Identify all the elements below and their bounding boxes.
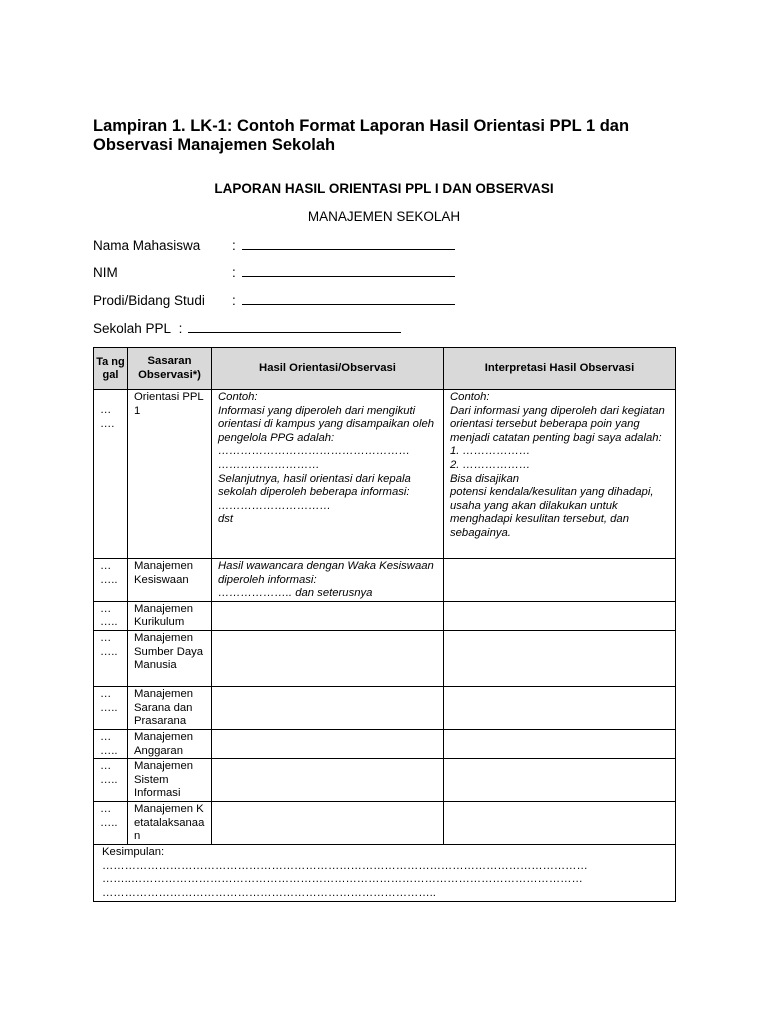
header-hasil: Hasil Orientasi/Observasi <box>212 348 444 390</box>
hasil-cell[interactable] <box>212 759 444 802</box>
interpretasi-line: 2. ……………… <box>450 458 531 471</box>
date-cell[interactable] <box>94 802 128 845</box>
field-blank-line[interactable] <box>242 292 455 305</box>
date-placeholder: … <box>100 560 112 572</box>
sasaran-cell: Orientasi PPL 1 <box>128 390 212 559</box>
interpretasi-line: Dari informasi yang diperoleh dari kegiatan orientasi tersebut beberapa poin yang menjadi catatan penting bagi saya adalah: <box>450 404 665 444</box>
date-placeholder: … <box>100 730 112 743</box>
hasil-cell[interactable] <box>212 686 444 729</box>
field-label: Sekolah PPL <box>93 321 172 336</box>
interpretasi-cell[interactable] <box>444 759 676 802</box>
hasil-line: …………………………………………… ……………………… <box>218 445 411 471</box>
field-nama-mahasiswa <box>93 237 455 253</box>
kesimpulan-cell[interactable] <box>94 845 676 901</box>
date-placeholder: … <box>100 687 112 700</box>
date-cell[interactable] <box>94 759 128 802</box>
field-colon: : <box>232 293 236 308</box>
report-subtitle: MANAJEMEN SEKOLAH <box>307 209 461 224</box>
sasaran-cell: Manajemen Anggaran <box>128 729 212 758</box>
kesimpulan-label: Kesimpulan: <box>102 846 165 859</box>
page-title <box>93 117 693 155</box>
field-colon: : <box>232 265 236 280</box>
header-interpretasi: Interpretasi Hasil Observasi <box>444 348 676 390</box>
field-label: Prodi/Bidang Studi <box>93 293 205 308</box>
date-cell[interactable] <box>94 686 128 729</box>
date-cell[interactable] <box>94 390 128 559</box>
hasil-cell[interactable] <box>212 802 444 845</box>
interpretasi-cell[interactable] <box>444 630 676 686</box>
kesimpulan-line: ………………………………………………………………………………………………………………… <box>102 859 588 872</box>
hasil-line: ……………….. dan seterusnya <box>218 587 373 600</box>
interpretasi-cell[interactable] <box>444 559 676 602</box>
page-title-line: Observasi Manajemen Sekolah <box>93 136 336 154</box>
table-row <box>94 802 676 845</box>
field-prodi <box>93 292 455 308</box>
date-placeholder: …. <box>100 417 115 430</box>
report-title: LAPORAN HASIL ORIENTASI PPL I DAN OBSERVASI <box>214 181 554 196</box>
hasil-line: dst <box>218 513 234 526</box>
hasil-cell[interactable] <box>212 601 444 630</box>
field-label: NIM <box>93 265 118 280</box>
date-placeholder: ….. <box>100 645 118 658</box>
date-placeholder: ….. <box>100 616 118 629</box>
table-header-row <box>94 348 676 390</box>
date-cell[interactable] <box>94 729 128 758</box>
sasaran-cell: Manajemen Sumber Daya Manusia <box>128 630 212 686</box>
field-blank-line[interactable] <box>188 320 401 333</box>
sasaran-cell: Manajemen Sarana dan Prasarana <box>128 686 212 729</box>
field-nim <box>93 264 455 280</box>
interpretasi-cell[interactable] <box>444 686 676 729</box>
table-row <box>94 729 676 758</box>
field-blank-line[interactable] <box>242 237 455 250</box>
field-label: Nama Mahasiswa <box>93 238 201 253</box>
interpretasi-cell[interactable] <box>444 802 676 845</box>
interpretasi-line: potensi kendala/kesulitan yang dihadapi, usaha yang akan dilakukan untuk menghadapi kesulitan tersebut, dan sebagainya. <box>450 486 654 539</box>
sasaran-cell: Manajemen Ketatalaksanaan <box>128 802 212 845</box>
interpretasi-line: Bisa disajikan <box>450 472 520 485</box>
hasil-cell[interactable] <box>212 390 444 559</box>
kesimpulan-row <box>94 845 676 901</box>
table-row <box>94 601 676 630</box>
table-row <box>94 630 676 686</box>
sasaran-cell: Manajemen Kesiswaan <box>128 559 212 602</box>
table-row <box>94 559 676 602</box>
table-row <box>94 390 676 559</box>
date-cell[interactable] <box>94 559 128 602</box>
date-placeholder: ….. <box>100 744 118 757</box>
date-cell[interactable] <box>94 601 128 630</box>
date-placeholder: ….. <box>100 573 118 586</box>
date-placeholder: … <box>100 760 112 773</box>
header-sasaran: Sasaran Observasi*) <box>128 348 212 390</box>
sasaran-cell: Manajemen Kurikulum <box>128 601 212 630</box>
hasil-line: Contoh: <box>218 391 258 403</box>
interpretasi-cell[interactable] <box>444 390 676 559</box>
hasil-cell[interactable] <box>212 729 444 758</box>
date-placeholder: … <box>100 803 112 816</box>
interpretasi-cell[interactable] <box>444 729 676 758</box>
hasil-line: ………………………… <box>218 499 331 512</box>
date-cell[interactable] <box>94 630 128 686</box>
interpretasi-line: 1. ……………… <box>450 445 531 458</box>
kesimpulan-line: ……..………………………………………………………………………………………………………… <box>102 873 583 886</box>
interpretasi-line: Contoh: <box>450 391 490 403</box>
date-placeholder: ….. <box>100 701 118 714</box>
table-row <box>94 759 676 802</box>
field-colon: : <box>178 321 183 336</box>
date-placeholder: ….. <box>100 816 118 829</box>
page-title-line: Lampiran 1. LK-1: Contoh Format Laporan Hasil Orientasi PPL 1 dan <box>93 117 630 135</box>
field-sekolah-ppl <box>93 320 401 336</box>
hasil-cell[interactable] <box>212 630 444 686</box>
date-placeholder: ….. <box>100 773 118 786</box>
sasaran-cell: Manajemen Sistem Informasi <box>128 759 212 802</box>
hasil-line: Selanjutnya, hasil orientasi dari kepala sekolah diperoleh beberapa informasi: <box>218 472 411 499</box>
hasil-line: Informasi yang diperoleh dari mengikuti orientasi di kampus yang disampaikan oleh pengelola PPG adalah: <box>218 404 435 444</box>
header-tanggal: Ta ng gal <box>94 348 128 390</box>
date-placeholder: … <box>100 631 112 644</box>
interpretasi-cell[interactable] <box>444 601 676 630</box>
date-placeholder: … <box>100 602 112 615</box>
field-colon: : <box>232 238 236 253</box>
hasil-line: Hasil wawancara dengan Waka Kesiswaan diperoleh informasi: <box>218 560 434 586</box>
observation-table <box>93 347 676 902</box>
kesimpulan-line: …………………………………………………………………………….. <box>102 886 436 899</box>
hasil-cell[interactable] <box>212 559 444 602</box>
table-row <box>94 686 676 729</box>
date-placeholder: … <box>100 404 112 416</box>
field-blank-line[interactable] <box>242 264 455 277</box>
